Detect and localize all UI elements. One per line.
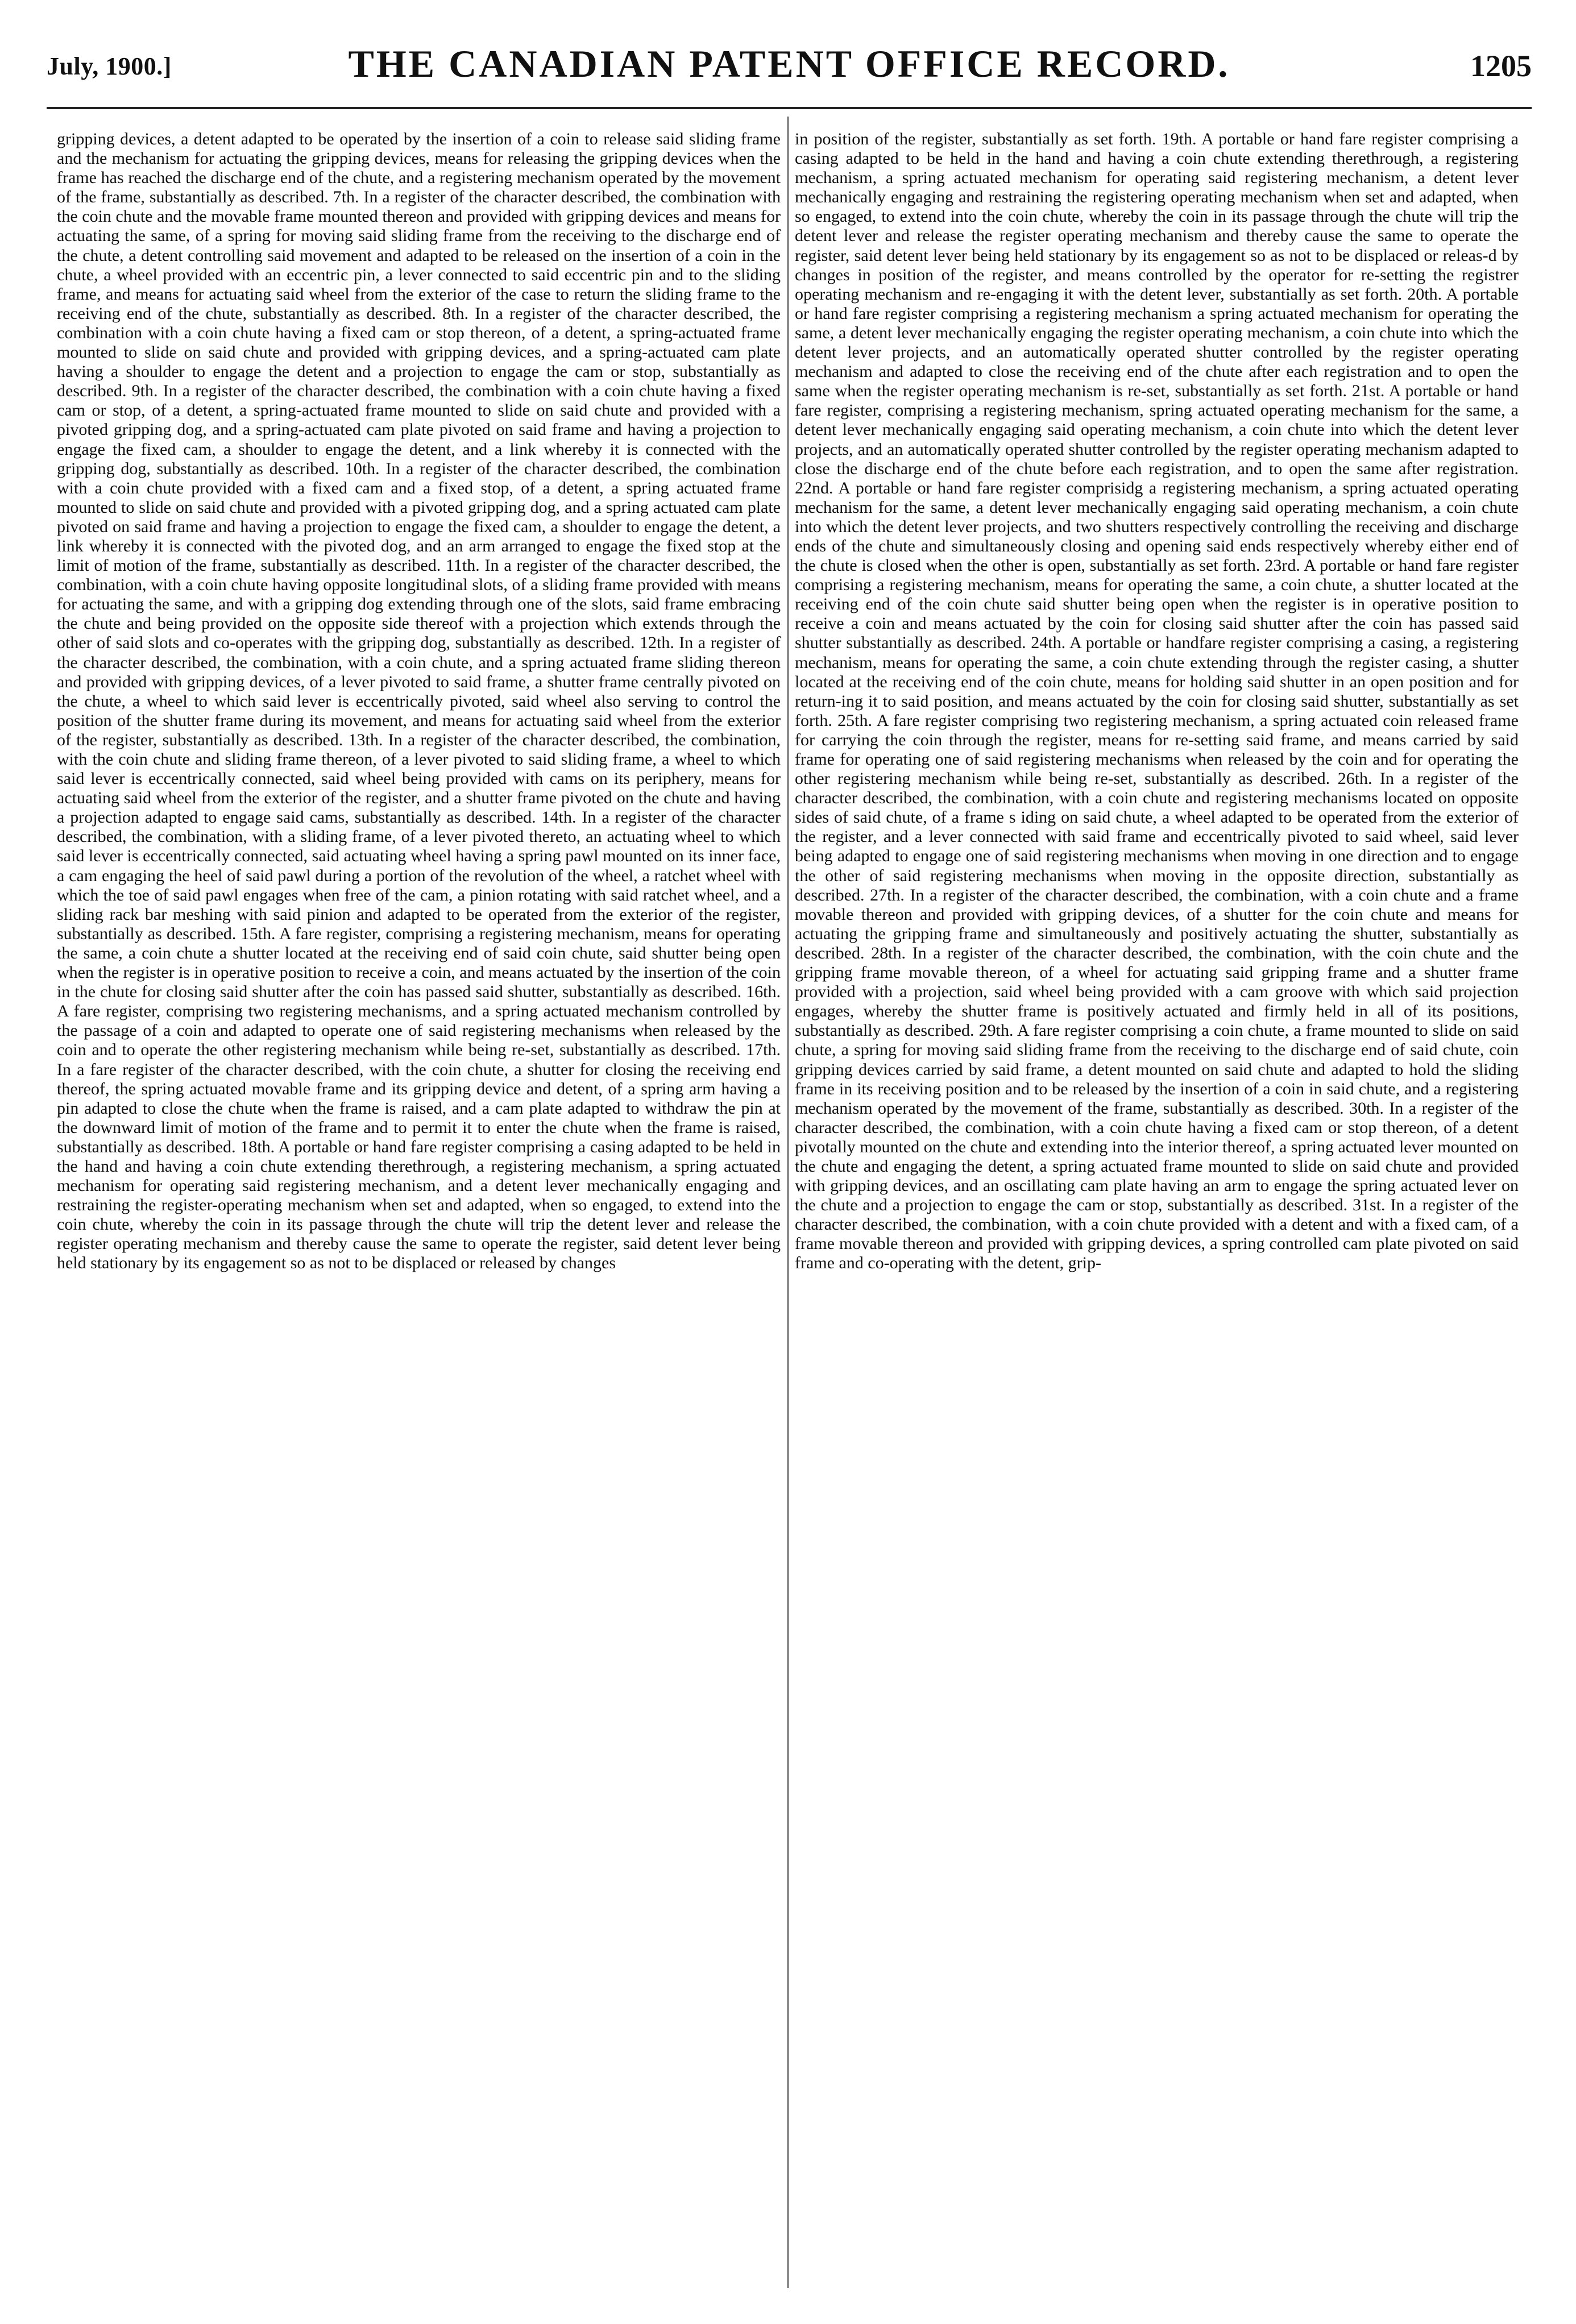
right-column-text: in position of the register, substantially as set forth. 19th. A portable or hand fare register comprising a casing adapted to be held in the hand and having a coin chute extending therethrough, a registering mechanism, a spring actuated mechanism for operating said registering mechanism, a detent lever mechanically engaging and restraining the registering operating mechanism when set and adapted, when so engaged, to extend into the coin chute, whereby the coin in its passage through the chute will trip the detent lever and release the register operating mechanism and thereby cause the same to operate the register, said detent lever being held stationary by its engagement so as not to be displaced or releas-d by changes in position of the register, and means controlled by the operator for re-setting the registrer operating mechanism and re-engaging it with the detent lever, substantially as set forth. 20th. A portable or hand fare register comprising a registering mechanism a spring actuated mechanism for operating the same, a detent lever mechanically engaging the register operating mechanism, a coin chute into which the detent lever projects, and an automatically operated shutter controlled by the register operating mechanism and adapted to close the receiving end of the chute after each registration and to open the same when the register operating mechanism is re-set, substantially as set forth. 21st. A portable or hand fare register, comprising a registering mechanism, spring actuated operating mechanism for the same, a detent lever mechanically engaging said operating mechanism, a coin chute into which the detent lever projects, and an automatically operated shutter controlled by the register operating mechanism adapted to close the discharge end of the chute before each registration, and to open the same after registration. 22nd. A portable or hand fare register comprisidg a registering mechanism, a spring actuated operating mechanism for the same, a detent lever mechanically engaging said operating mechanism, a coin chute into which the detent lever projects, and two shutters respectively controlling the receiving and discharge ends of the chute and simultaneously closing and opening said ends respectively whereby either end of the chute is closed when the other is open, substantially as set forth. 23rd. A portable or hand fare register comprising a registering mechanism, means for operating the same, a coin chute, a shutter located at the receiving end of the coin chute said shutter being open when the register is in operative position to receive a coin and means actuated by the coin for closing said shutter after the coin has passed said shutter substantially as described. 24th. A portable or handfare register comprising a casing, a registering mechanism, means for operating the same, a coin chute extending through the register casing, a shutter located at the receiving end of the coin chute, means for holding said shutter in an open position and for return-ing it to said position, and means actuated by the coin for closing said shutter, substantially as set forth. 25th. A fare register comprising two registering mechanism, a spring actuated coin released frame for carrying the coin through the register, means for re-setting said frame, and means carried by said frame for operating one of said registering mechanisms when released by the coin and for operating the other registering mechanism while being re-set, substantially as described. 26th. In a register of the character described, the combination, with a coin chute and registering mechanisms located on opposite sides of said chute, of a frame s iding on said chute, a wheel adapted to be operated from the exterior of the register, and a lever connected with said frame and eccentrically pivoted to said wheel, said lever being adapted to engage one of said registering mechanisms when moving in one direction and to engage the other of said registering mechanisms when moving in the opposite direction, substantially as described. 27th. In a register of the character described, the combination, with a coin chute and a frame movable thereon and provided with gripping devices, of a shutter for the coin chute and means for actuating the gripping frame and simultaneously and positively actuating the shutter, substantially as described. 28th. In a register of the character described, the combination, with the coin chute and the gripping frame movable thereon, of a wheel for actuating said gripping frame and a shutter frame provided with a projection, said wheel being provided with a cam groove with which said projection engages, whereby the shutter frame is positively actuated and firmly held in all of its positions, substantially as described. 29th. A fare register comprising a coin chute, a frame mounted to slide on said chute, a spring for moving said sliding frame from the receiving to the discharge end of said chute, coin gripping devices carried by said frame, a detent mounted on said chute and adapted to hold the sliding frame in its receiving position and to be released by the insertion of a coin in said chute, and a registering mechanism operated by the movement of the frame, substantially as described. 30th. In a register of the character described, the combination, with a coin chute having a fixed cam or stop thereon, of a detent pivotally mounted on the chute and extending into the interior thereof, a spring actuated lever mounted on the chute and engaging the detent, a spring actuated frame mounted to slide on said chute and provided with gripping devices, and an oscillating cam plate having an arm to engage the spring actuated lever on the chute and a projection to engage the cam or stop, substantially as described. 31st. In a register of the character described, the combination, with a coin chute provided with a detent and with a fixed cam, of a frame movable thereon and provided with gripping devices, a spring controlled cam plate pivoted on said frame and co-operating with the detent, grip-	[795, 130, 1519, 1273]
publication-title: THE CANADIAN PATENT OFFICE RECORD.	[348, 42, 1230, 85]
left-column-text: gripping devices, a detent adapted to be operated by the insertion of a coin to release said sliding frame and the mechanism for actuating the gripping devices, means for releasing the gripping devices when the frame has reached the discharge end of the chute, and a registering mechanism operated by the movement of the frame, substantially as described. 7th. In a register of the character described, the combination with the coin chute and the movable frame mounted thereon and provided with gripping devices and means for actuating the same, of a spring for moving said sliding frame from the receiving to the discharge end of the chute, a detent controlling said movement and adapted to be released on the insertion of a coin in the chute, a wheel provided with an eccentric pin, a lever connected to said eccentric pin and to the sliding frame, and means for actuating said wheel from the exterior of the case to return the sliding frame to the receiving end of the chute, substantially as described. 8th. In a register of the character described, the combination with a coin chute having a fixed cam or stop thereon, of a detent, a spring-actuated frame mounted to slide on said chute and provided with gripping devices, and a spring-actuated cam plate having a shoulder to engage the detent and a projection to engage the cam or stop, substantially as described. 9th. In a register of the character described, the combination with a coin chute having a fixed cam or stop, of a detent, a spring-actuated frame mounted to slide on said chute and provided with a pivoted gripping dog, and a spring-actuated cam plate pivoted on said frame and having a projection to engage the fixed cam, a shoulder to engage the detent, and a link whereby it is connected with the gripping dog, substantially as described. 10th. In a register of the character described, the combination with a coin chute provided with a fixed cam and a fixed stop, of a detent, a spring actuated frame mounted to slide on said chute and provided with a pivoted gripping dog, and a spring actuated cam plate pivoted on said frame and having a projection to engage the fixed cam, a shoulder to engage the detent, a link whereby it is connected with the pivoted dog, and an arm arranged to engage the fixed stop at the limit of motion of the frame, substantially as described. 11th. In a register of the character described, the combination, with a coin chute having opposite longitudinal slots, of a sliding frame provided with means for actuating the same, and with a gripping dog extending through one of the slots, said frame embracing the chute and being provided on the opposite side thereof with a projection which extends through the other of said slots and co-operates with the gripping dog, substantially as described. 12th. In a register of the character described, the combination, with a coin chute, and a spring actuated frame sliding thereon and provided with gripping devices, of a lever pivoted to said frame, a shutter frame centrally pivoted on the chute, a wheel to which said lever is eccentrically pivoted, said wheel also serving to control the position of the shutter frame during its movement, and means for actuating said wheel from the exterior of the register, substantially as described. 13th. In a register of the character described, the combination, with the coin chute and sliding frame thereon, of a lever pivoted to said sliding frame, a wheel to which said lever is eccentrically connected, said wheel being provided with cams on its periphery, means for actuating said wheel from the exterior of the register, and a shutter frame pivoted on the chute and having a projection adapted to engage said cams, substantially as described. 14th. In a register of the character described, the combination, with a sliding frame, of a lever pivoted thereto, an actuating wheel to which said lever is eccentrically connected, said actuating wheel having a spring pawl mounted on its inner face, a cam engaging the heel of said pawl during a portion of the revolution of the wheel, a ratchet wheel with which the toe of said pawl engages when free of the cam, a pinion rotating with said ratchet wheel, and a sliding rack bar meshing with said pinion and adapted to be operated from the exterior of the register, substantially as described. 15th. A fare register, comprising a registering mechanism, means for operating the same, a coin chute a shutter located at the receiving end of said coin chute, said shutter being open when the register is in operative position to receive a coin, and means actuated by the insertion of the coin in the chute for closing said shutter after the coin has passed said shutter, substantially as described. 16th. A fare register, comprising two registering mechanisms, and a spring actuated mechanism controlled by the passage of a coin and adapted to operate one of said registering mechanisms when released by the coin and to operate the other registering mechanism while being re-set, substantially as described. 17th. In a fare register of the character described, with the coin chute, a shutter for closing the receiving end thereof, the spring actuated movable frame and its gripping device and detent, of a spring arm having a pin adapted to close the chute when the frame is raised, and a cam plate adapted to withdraw the pin at the downward limit of motion of the frame and to permit it to enter the chute when the frame is raised, substantially as described. 18th. A portable or hand fare register comprising a casing adapted to be held in the hand and having a coin chute extending therethrough, a registering mechanism, a spring actuated mechanism for operating said registering mechanism, and a detent lever mechanically engaging and restraining the register-operating mechanism when set and adapted, when so engaged, to extend into the coin chute, whereby the coin in its passage through the chute will trip the detent lever and release the register operating mechanism and thereby cause the same to operate the register, said detent lever being held stationary by its engagement so as not to be displaced or released by changes	[57, 130, 781, 1273]
column-divider	[787, 117, 789, 2288]
right-column	[795, 130, 1519, 2290]
issue-date: July, 1900.]	[47, 52, 172, 80]
header-rule	[47, 107, 1532, 109]
left-column	[57, 130, 781, 2290]
page-number: 1205	[1470, 49, 1532, 83]
page-header	[47, 31, 1532, 94]
